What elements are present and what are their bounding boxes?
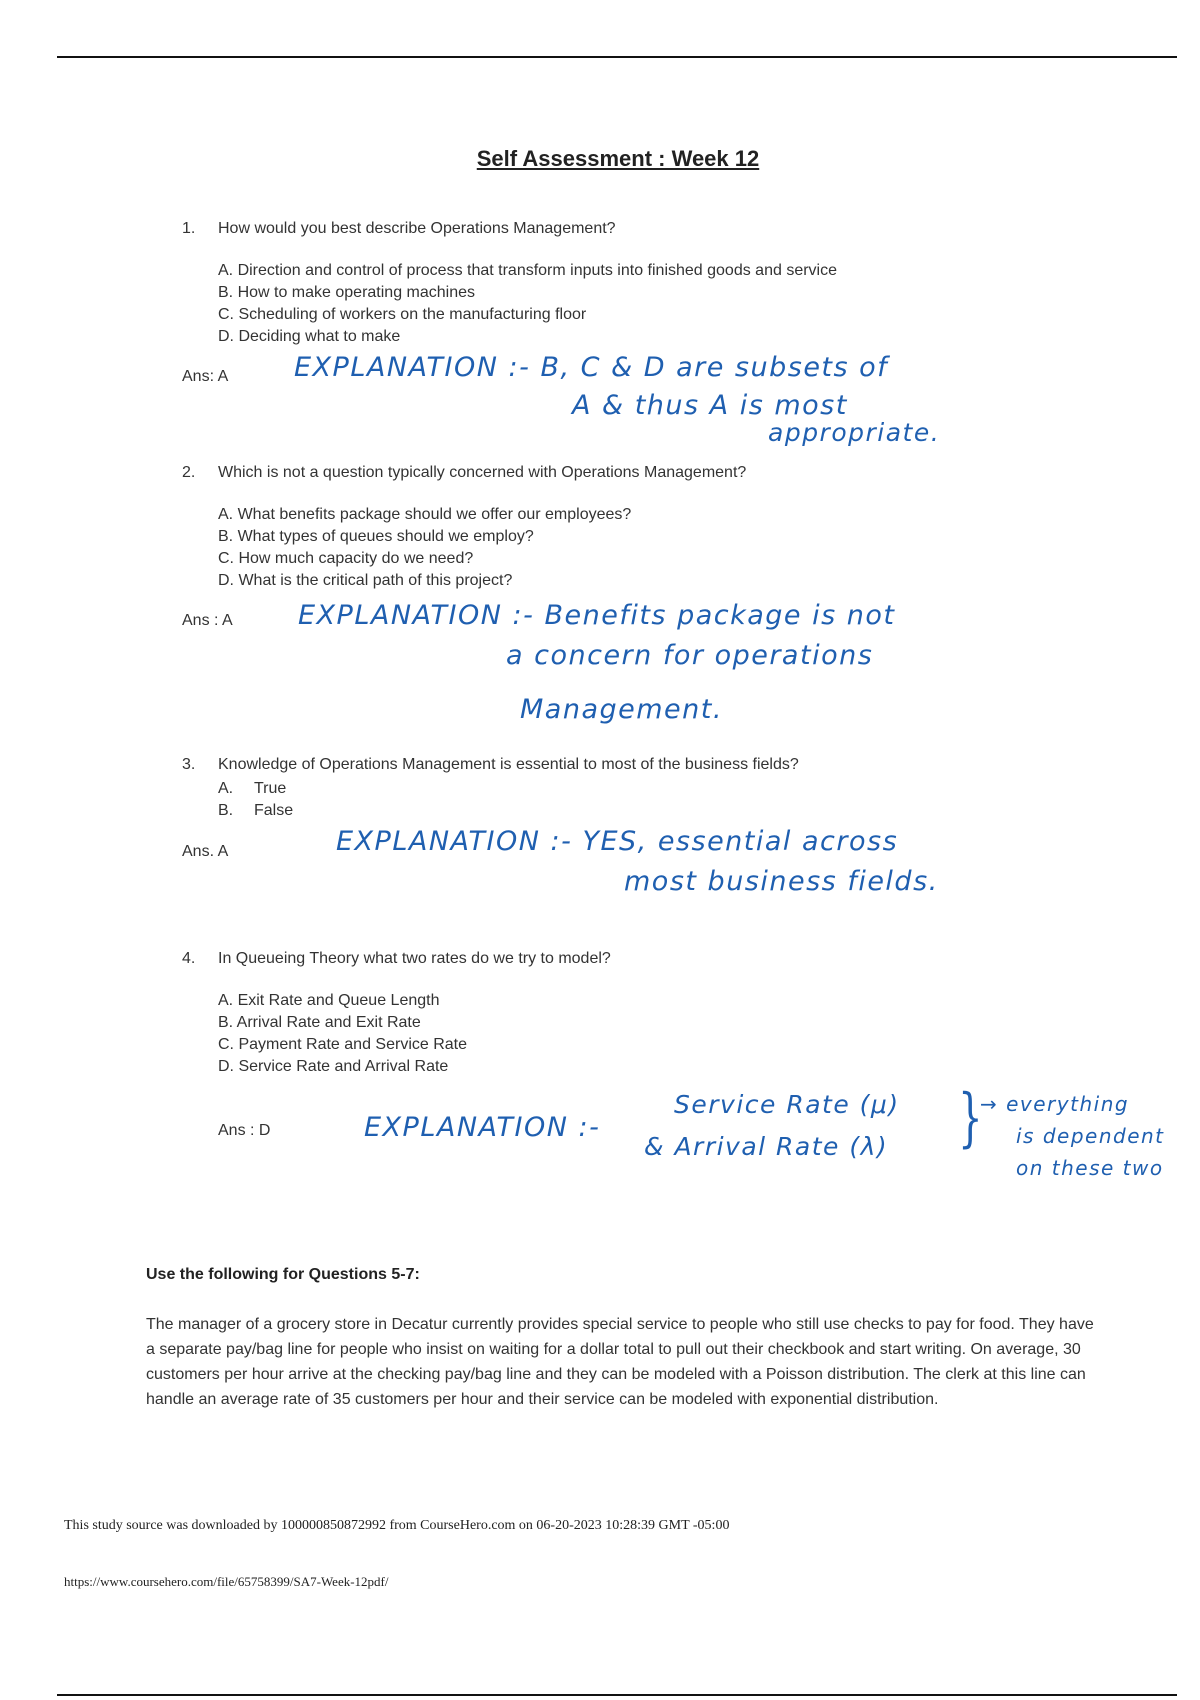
question-4-text: In Queueing Theory what two rates do we try to model? xyxy=(218,950,611,967)
question-3-option-a-text: True xyxy=(254,780,287,797)
question-4-option-d: D. Service Rate and Arrival Rate xyxy=(218,1058,449,1075)
question-1-option-c: C. Scheduling of workers on the manufacturing floor xyxy=(218,306,587,323)
question-4-explanation-arrival-rate: & Arrival Rate (λ) xyxy=(644,1132,889,1161)
question-2-answer: Ans : A xyxy=(182,612,233,629)
question-1-option-d: D. Deciding what to make xyxy=(218,328,401,345)
question-1-explanation-line-1: EXPLANATION :- B, C & D are subsets of xyxy=(294,352,889,383)
question-3-option-b-letter: B. xyxy=(218,802,234,819)
bottom-rule xyxy=(57,1694,1177,1696)
question-2-explanation-line-2: a concern for operations xyxy=(506,640,874,671)
question-3-option-a-letter: A. xyxy=(218,780,234,797)
question-3-option-b-text: False xyxy=(254,802,294,819)
question-3-text: Knowledge of Operations Management is essential to most of the business fields? xyxy=(218,756,799,773)
question-2-option-c: C. How much capacity do we need? xyxy=(218,550,474,567)
question-3-explanation-line-1: EXPLANATION :- YES, essential across xyxy=(336,826,899,857)
top-rule xyxy=(57,56,1177,58)
download-notice: This study source was downloaded by 100000850872992 from CourseHero.com on 06-20-2023 10:28:39 GMT -05:00 xyxy=(64,1518,730,1533)
question-2-text: Which is not a question typically concerned with Operations Management? xyxy=(218,464,747,481)
section-paragraph: The manager of a grocery store in Decatur currently provides special service to people who still use checks to pay for food. They have a separate pay/bag line for people who insist on waiting for a dollar total to pull out their checkbook and start writing. On average, 30 customers per hour arrive at the checking pay/bag line and they can be modeled with a Poisson distribution. The clerk at this line can handle an average rate of 35 customers per hour and their service can be modeled with exponential distribution. xyxy=(146,1316,1094,1408)
question-4-explanation-note-line-1: → everything xyxy=(980,1092,1130,1116)
question-1-text: How would you best describe Operations Management? xyxy=(218,220,616,237)
question-2-number: 2. xyxy=(182,464,196,481)
question-2-explanation-line-3: Management. xyxy=(520,694,723,725)
question-4-option-b: B. Arrival Rate and Exit Rate xyxy=(218,1014,421,1031)
question-2-explanation-line-1: EXPLANATION :- Benefits package is not xyxy=(298,600,896,631)
question-1-number: 1. xyxy=(182,220,196,237)
source-url: https://www.coursehero.com/file/65758399/SA7-Week-12pdf/ xyxy=(64,1574,389,1589)
section-title: Use the following for Questions 5-7: xyxy=(146,1266,420,1283)
question-3-explanation-line-2: most business fields. xyxy=(624,866,939,897)
question-3-answer: Ans. A xyxy=(182,843,229,860)
question-2-option-a: A. What benefits package should we offer our employees? xyxy=(218,506,632,523)
question-1-option-b: B. How to make operating machines xyxy=(218,284,476,301)
question-4-answer: Ans : D xyxy=(218,1122,271,1139)
question-2-option-b: B. What types of queues should we employ? xyxy=(218,528,534,545)
question-1-explanation-line-2: A & thus A is most xyxy=(572,390,848,421)
question-4-explanation-note-line-3: on these two xyxy=(1016,1156,1164,1180)
question-1-option-a: A. Direction and control of process that transform inputs into finished goods and service xyxy=(218,262,837,279)
question-1-explanation-line-3: appropriate. xyxy=(768,418,941,447)
question-4-option-a: A. Exit Rate and Queue Length xyxy=(218,992,440,1009)
question-2-option-d: D. What is the critical path of this project? xyxy=(218,572,513,589)
question-1-answer: Ans: A xyxy=(182,368,229,385)
curly-brace-icon: } xyxy=(958,1081,983,1155)
question-3-number: 3. xyxy=(182,756,196,773)
question-4-explanation-label: EXPLANATION :- xyxy=(364,1112,601,1143)
question-4-option-c: C. Payment Rate and Service Rate xyxy=(218,1036,468,1053)
question-4-number: 4. xyxy=(182,950,196,967)
page-title: Self Assessment : Week 12 xyxy=(476,146,760,171)
question-4-explanation-note-line-2: is dependent xyxy=(1016,1124,1165,1148)
question-4-explanation-service-rate: Service Rate (μ) xyxy=(674,1090,900,1119)
